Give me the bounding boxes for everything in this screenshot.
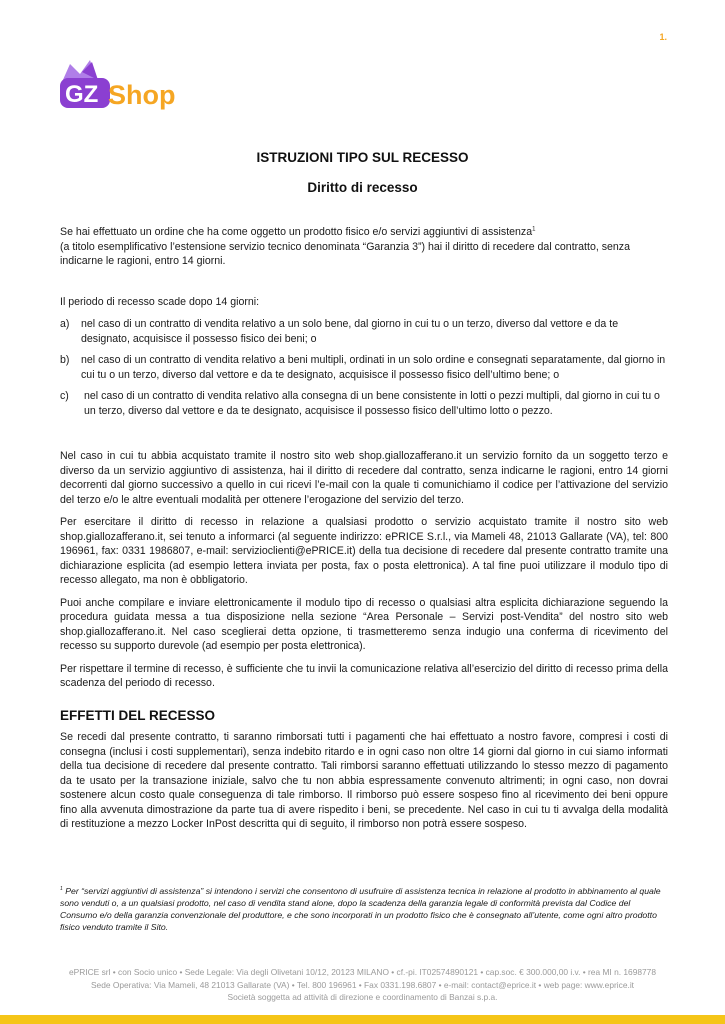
- paragraph-deadline: Per rispettare il termine di recesso, è sufficiente che tu invii la comunicazione relativa all’esercizio del diritto di recesso prima della scadenza del periodo di recesso.: [60, 662, 668, 689]
- footer-line-legal: ePRICE srl • con Socio unico • Sede Legale: Via degli Olivetani 10/12, 20123 MILANO • cf.-pi. IT02574890121 • cap.soc. € 300.000,00 i.v. • rea MI n. 1698778: [69, 967, 656, 977]
- paragraph-third-party-service: Nel caso in cui tu abbia acquistato tramite il nostro sito web shop.giallozafferano.it un servizio fornito da un soggetto terzo e diverso da un servizio aggiuntivo di assistenza, hai il diritto di recedere dal contratto, senza indicarne le ragioni, entro 14 giorni decorrenti dal giorno successivo a quello in cui ricevi l’e-mail con la quale ti comunichiamo il codice per l’attivazione del servizio del terzo e/o le altre eventuali modalità per ottenere l’erogazione del servizio del terzo.: [60, 450, 668, 506]
- list-item-b: [60, 353, 668, 382]
- paragraph-exercise-right: Per esercitare il diritto di recesso in relazione a qualsiasi prodotto o servizio acquistato tramite il nostro sito web shop.giallozafferano.it, sei tenuto a informarci (al seguente indirizzo: ePRICE S.r.l., via Mameli 48, 21013 Gallarate (VA), tel: 800 196961, fax: 0331 1986807, e-mail: servizioclienti@ePRICE.it) della tua decisione di recedere dal presente contratto tramite una dichiarazione esplicita (ad esempio lettera inviata per posta, fax o posta elettronica). A tal fine puoi utilizzare il modulo tipo di recesso allegato, ma non è obbligatorio.: [60, 516, 668, 586]
- footer-line-operational: Sede Operativa: Via Mameli, 48 21013 Gallarate (VA) • Tel. 800 196961 • Fax 0331.198.6807 • e-mail: contact@eprice.it • web page: www.eprice.it: [90, 979, 635, 990]
- logo-shop-text: Shop: [108, 80, 176, 110]
- list-item-a: [60, 317, 668, 346]
- page-number: 1.: [659, 32, 667, 42]
- footnote-text: Per “servizi aggiuntivi di assistenza” si intendono i servizi che consentono di usufruire di assistenza tecnica in relazione al prodotto in abbinamento al quale sono venduti o, a un qualsiasi prodotto, nel caso di vendita stand alone, dopo la scadenza della garanzia legale di conformità prevista dal Codice del Consumo e/o della garanzia convenzionale del produttore, e che sono incorporati in un prodotto fisico che è consegnato all’utente, come ogni altro prodotto fisico venduto tramite il Sito.: [60, 886, 661, 932]
- logo-gz-text: GZ: [65, 81, 99, 108]
- list-marker: c): [60, 390, 69, 402]
- list-item-c: [60, 389, 668, 418]
- intro-text: Se hai effettuato un ordine che ha come oggetto un prodotto fisico e/o servizi aggiuntivi di assistenza: [60, 226, 533, 238]
- bottom-accent-bar: [0, 1015, 725, 1024]
- list-text: nel caso di un contratto di vendita relativo a un solo bene, dal giorno in cui tu o un terzo, diverso dal vettore e da te designato, acquisisce il possesso fisico dei beni; o: [81, 318, 619, 345]
- page-subtitle: Diritto di recesso: [307, 180, 418, 195]
- list-text: nel caso di un contratto di vendita relativo alla consegna di un bene consistente in lotti o pezzi multipli, dal giorno in cui tu o un terzo, diverso dal vettore e da te designato, acquisisce il possesso fisico dell’ultimo lotto o pezzo.: [84, 390, 660, 417]
- document-body: [60, 225, 668, 840]
- effects-title: EFFETTI DEL RECESSO: [60, 707, 216, 723]
- paragraph-online-form: Puoi anche compilare e inviare elettronicamente il modulo tipo di recesso o qualsiasi altra esplicita dichiarazione seguendo la procedura guidata messa a tua disposizione nella sezione “Area Personale – Servizi post-Vendita” del nostro sito web shop.giallozafferano.it. Nel caso sceglierai detta opzione, ti trasmetteremo senza indugio una conferma di ricevimento del recesso su supporto durevole (ad esempio per posta elettronica).: [60, 596, 668, 652]
- gzshop-logo: [56, 58, 206, 118]
- footer-line-group: Società soggetta ad attività di direzione e coordinamento di Banzai s.p.a.: [227, 992, 498, 1003]
- list-marker: b): [60, 354, 70, 366]
- period-intro: Il periodo di recesso scade dopo 14 giorni:: [60, 295, 260, 308]
- effects-paragraph: Se recedi dal presente contratto, ti saranno rimborsati tutti i pagamenti che hai effettuato a nostro favore, compresi i costi di consegna (inclusi i costi supplementari), senza indebito ritardo e in ogni caso non oltre 14 giorni dal giorno in cui siamo informati della tua decisione di recedere dal presente contratto. Tali rimborsi saranno effettuati utilizzando lo stesso mezzo di pagamento da te usato per la transazione iniziale, salvo che tu non abbia espressamente convenuto altrimenti; in ogni caso, non dovrai sostenere alcun costo quale conseguenza di tale rimborso. Il rimborso può essere sospeso fino al ricevimento dei beni oppure fino alla avvenuta dimostrazione da parte tua di avere rispedito i beni, se precedente. Nel caso in cui tu ti avvalga della modalità di restituzione a mezzo Locker InPost descritta qui di seguito, il rimborso non potrà essere sospeso.: [60, 731, 668, 830]
- list-marker: a): [60, 318, 70, 330]
- intro-text-continued: (a titolo esemplificativo l’estensione servizio tecnico denominata “Garanzia 3”) hai il diritto di recedere dal contratto, senza indicarne le ragioni, entro 14 giorni.: [60, 240, 630, 267]
- intro-paragraph: [60, 225, 668, 269]
- footnote: [60, 885, 668, 933]
- footnote-number: 1: [60, 886, 63, 893]
- list-text: nel caso di un contratto di vendita relativo a beni multipli, ordinati in un solo ordine e consegnati separatamente, dal giorno in cui tu o un terzo, diverso dal vettore e da te designato, acquisisce il possesso fisico dell’ultimo bene; o: [81, 354, 666, 381]
- footnote-ref: 1: [532, 226, 536, 233]
- page-title: ISTRUZIONI TIPO SUL RECESSO: [256, 150, 469, 165]
- company-footer: [0, 966, 725, 1004]
